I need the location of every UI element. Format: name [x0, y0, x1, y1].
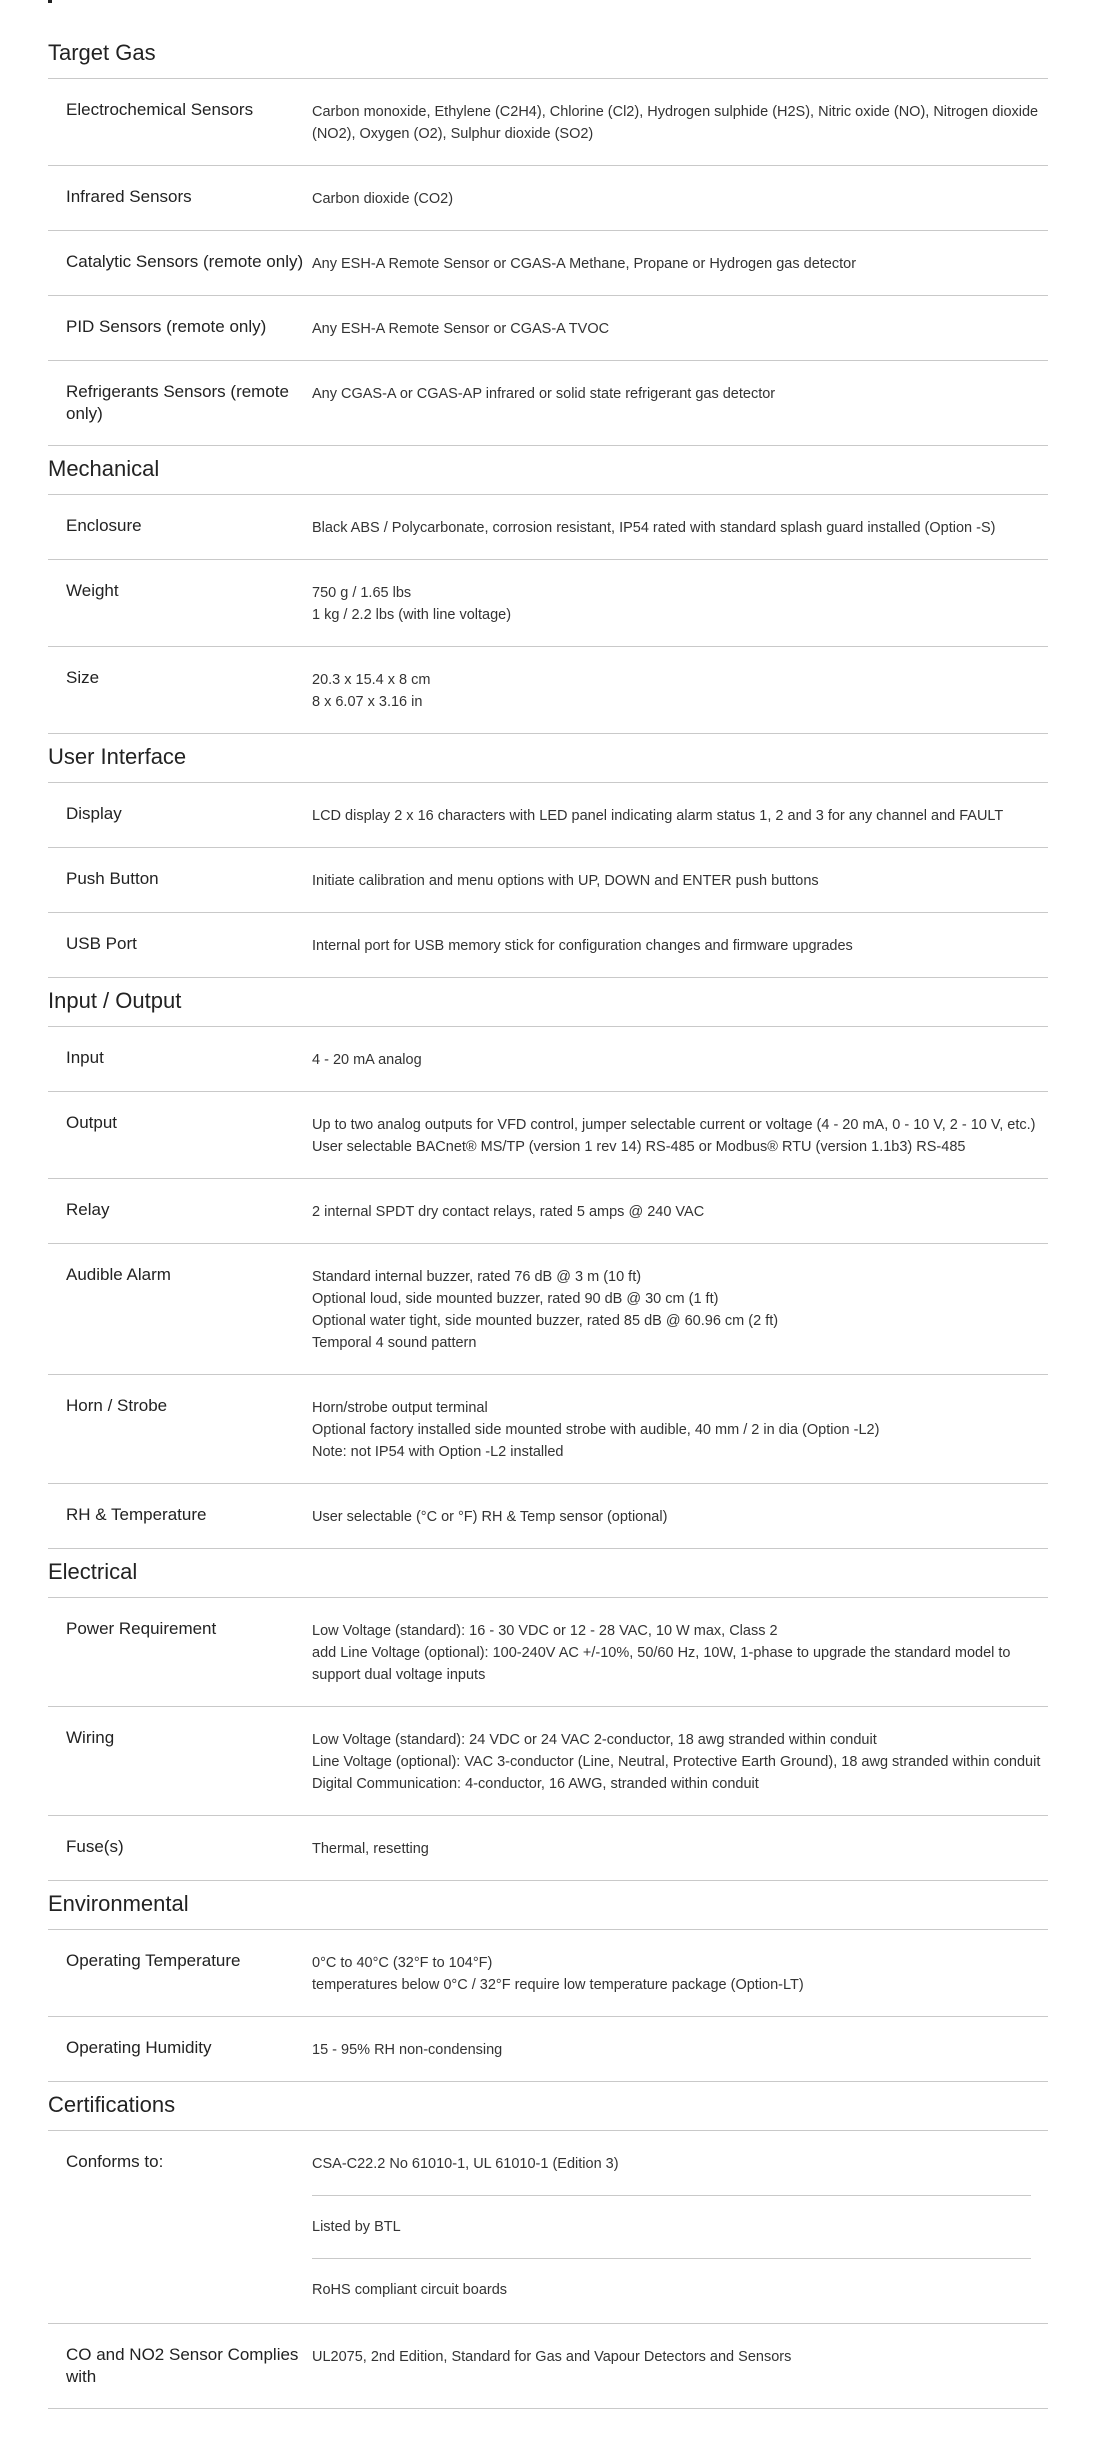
- spec-value-line: temperatures below 0°C / 32°F require low temperature package (Option-LT): [312, 1977, 804, 1993]
- spec-value: [312, 783, 1048, 847]
- spec-label: Operating Temperature: [66, 1951, 241, 1970]
- spec-label: Horn / Strobe: [66, 1396, 168, 1415]
- spec-value-line: 0°C to 40°C (32°F to 104°F): [312, 1955, 493, 1971]
- spec-row-operating-humidity: [48, 2017, 1048, 2082]
- spec-label: Weight: [66, 581, 119, 600]
- spec-value-line: Any ESH-A Remote Sensor or CGAS-A Methane, Propane or Hydrogen gas detector: [312, 256, 857, 272]
- spec-value: [312, 1816, 1048, 1880]
- spec-label: Output: [66, 1113, 118, 1132]
- spec-value-line: User selectable (°C or °F) RH & Temp sensor (optional): [312, 1509, 668, 1525]
- spec-value-line: Standard internal buzzer, rated 76 dB @ 3 m (10 ft): [312, 1269, 642, 1285]
- spec-value: [312, 2324, 1048, 2408]
- spec-value-line: Carbon dioxide (CO2): [312, 191, 454, 207]
- spec-label: Refrigerants Sensors (remote only): [66, 382, 289, 423]
- spec-value-line: 20.3 x 15.4 x 8 cm: [312, 672, 431, 688]
- spec-value: [312, 1027, 1048, 1091]
- section-input-output: [48, 978, 1048, 1549]
- spec-value-line: 750 g / 1.65 lbs: [312, 585, 412, 601]
- spec-value-line: Up to two analog outputs for VFD control, jumper selectable current or voltage (4 - 20 mA, 0 - 10 V, 2 - 10 V, etc.): [312, 1117, 1036, 1133]
- spec-value-item: Listed by BTL: [312, 2195, 1031, 2258]
- spec-value-line: Any ESH-A Remote Sensor or CGAS-A TVOC: [312, 321, 610, 337]
- spec-value-line: 8 x 6.07 x 3.16 in: [312, 694, 423, 710]
- spec-value: [312, 1375, 1048, 1483]
- spec-label: Infrared Sensors: [66, 187, 192, 206]
- spec-value: [312, 1092, 1048, 1178]
- spec-row-conforms-to: [48, 2131, 1048, 2324]
- spec-value-line: LCD display 2 x 16 characters with LED panel indicating alarm status 1, 2 and 3 for any channel and FAULT: [312, 808, 1004, 824]
- spec-value: [312, 1179, 1048, 1243]
- spec-label: Operating Humidity: [66, 2038, 212, 2057]
- spec-label: RH & Temperature: [66, 1505, 207, 1524]
- spec-value: [312, 2017, 1048, 2081]
- spec-value-line: Digital Communication: 4-conductor, 16 AWG, stranded within conduit: [312, 1776, 759, 1792]
- spec-value: [312, 560, 1048, 646]
- section-title: Target Gas: [48, 0, 1048, 79]
- spec-row-catalytic-sensors-remote-only: [48, 231, 1048, 296]
- spec-label: Catalytic Sensors (remote only): [66, 252, 304, 271]
- spec-row-pid-sensors-remote-only: [48, 296, 1048, 361]
- spec-value: [312, 495, 1048, 559]
- spec-label: Push Button: [66, 869, 159, 888]
- spec-value-line: 15 - 95% RH non-condensing: [312, 2042, 503, 2058]
- spec-value-line: Low Voltage (standard): 24 VDC or 24 VAC 2-conductor, 18 awg stranded within conduit: [312, 1732, 877, 1748]
- section-title: User Interface: [48, 734, 1048, 783]
- spec-label: Fuse(s): [66, 1837, 124, 1856]
- spec-value-item: RoHS compliant circuit boards: [312, 2258, 1031, 2301]
- spec-row-refrigerants-sensors-remote-only: [48, 361, 1048, 446]
- spec-value-line: Temporal 4 sound pattern: [312, 1335, 477, 1351]
- section-electrical: [48, 1549, 1048, 1881]
- spec-row-usb-port: [48, 913, 1048, 978]
- spec-label: Size: [66, 668, 100, 687]
- spec-value: [312, 1930, 1048, 2016]
- spec-row-size: [48, 647, 1048, 734]
- section-title: Electrical: [48, 1549, 1048, 1598]
- spec-value-line: Low Voltage (standard): 16 - 30 VDC or 12 - 28 VAC, 10 W max, Class 2: [312, 1623, 778, 1639]
- spec-row-relay: [48, 1179, 1048, 1244]
- spec-row-weight: [48, 560, 1048, 647]
- spec-value: [312, 913, 1048, 977]
- spec-value-line: Internal port for USB memory stick for configuration changes and firmware upgrades: [312, 938, 853, 954]
- section-title: Certifications: [48, 2082, 1048, 2131]
- spec-label: Audible Alarm: [66, 1265, 171, 1284]
- section-title: Environmental: [48, 1881, 1048, 1930]
- spec-value: [312, 361, 1048, 445]
- spec-value: [312, 848, 1048, 912]
- spec-value-line: Thermal, resetting: [312, 1841, 429, 1857]
- spec-row-output: [48, 1092, 1048, 1179]
- spec-row-power-requirement: [48, 1598, 1048, 1707]
- spec-value: [312, 1244, 1048, 1374]
- spec-label: CO and NO2 Sensor Complies with: [66, 2345, 299, 2386]
- spec-row-rh-temperature: [48, 1484, 1048, 1549]
- spec-value: [312, 231, 1048, 295]
- section-title: Mechanical: [48, 446, 1048, 495]
- section-certifications: [48, 2082, 1048, 2409]
- section-user-interface: [48, 734, 1048, 978]
- spec-value-line: 1 kg / 2.2 lbs (with line voltage): [312, 607, 512, 623]
- spec-label: Conforms to:: [66, 2152, 164, 2171]
- spec-value: [312, 79, 1048, 165]
- spec-value-line: Any CGAS-A or CGAS-AP infrared or solid state refrigerant gas detector: [312, 386, 776, 402]
- spec-value-line: add Line Voltage (optional): 100-240V AC +/-10%, 50/60 Hz, 10W, 1-phase to upgrade the standard model to support dual voltage inputs: [312, 1645, 1011, 1683]
- spec-row-audible-alarm: [48, 1244, 1048, 1375]
- spec-label: Power Requirement: [66, 1619, 217, 1638]
- spec-value-line: Carbon monoxide, Ethylene (C2H4), Chlorine (Cl2), Hydrogen sulphide (H2S), Nitric oxide (NO), Nitrogen dioxide (NO2), Oxygen (O2), Sulphur dioxide (SO2): [312, 104, 1039, 142]
- section-mechanical: [48, 446, 1048, 734]
- spec-value-line: 4 - 20 mA analog: [312, 1052, 422, 1068]
- spec-label: Relay: [66, 1200, 110, 1219]
- section-environmental: [48, 1881, 1048, 2082]
- spec-value-line: Note: not IP54 with Option -L2 installed: [312, 1444, 564, 1460]
- spec-value-line: Optional water tight, side mounted buzzer, rated 85 dB @ 60.96 cm (2 ft): [312, 1313, 779, 1329]
- spec-label: USB Port: [66, 934, 137, 953]
- spec-row-infrared-sensors: [48, 166, 1048, 231]
- spec-label: Enclosure: [66, 516, 142, 535]
- spec-label: Input: [66, 1048, 104, 1067]
- spec-value: [312, 1598, 1048, 1706]
- spec-value: [312, 166, 1048, 230]
- spec-label: Display: [66, 804, 122, 823]
- spec-value-line: User selectable BACnet® MS/TP (version 1 rev 14) RS-485 or Modbus® RTU (version 1.1b3) RS-485: [312, 1139, 966, 1155]
- spec-value: [312, 2131, 1048, 2323]
- spec-row-horn-strobe: [48, 1375, 1048, 1484]
- spec-value: [312, 1484, 1048, 1548]
- section-target-gas: [48, 0, 1048, 446]
- spec-value: [312, 647, 1048, 733]
- spec-value-line: UL2075, 2nd Edition, Standard for Gas and Vapour Detectors and Sensors: [312, 2349, 792, 2365]
- spec-row-enclosure: [48, 495, 1048, 560]
- spec-value-line: Line Voltage (optional): VAC 3-conductor (Line, Neutral, Protective Earth Ground), 18 awg stranded within conduit: [312, 1754, 1041, 1770]
- spec-value-line: Black ABS / Polycarbonate, corrosion resistant, IP54 rated with standard splash guard installed (Option -S): [312, 520, 996, 536]
- spec-row-display: [48, 783, 1048, 848]
- spec-label: PID Sensors (remote only): [66, 317, 267, 336]
- spec-value-line: 2 internal SPDT dry contact relays, rated 5 amps @ 240 VAC: [312, 1204, 705, 1220]
- spec-row-operating-temperature: [48, 1930, 1048, 2017]
- spec-sheet: [48, 0, 1048, 2409]
- spec-row-fuse-s: [48, 1816, 1048, 1881]
- spec-row-wiring: [48, 1707, 1048, 1816]
- spec-row-co-and-no2-sensor-complies-with: [48, 2324, 1048, 2409]
- spec-value: [312, 1707, 1048, 1815]
- spec-value-line: Optional factory installed side mounted strobe with audible, 40 mm / 2 in dia (Option -L2): [312, 1422, 880, 1438]
- spec-row-input: [48, 1027, 1048, 1092]
- spec-value-line: Optional loud, side mounted buzzer, rated 90 dB @ 30 cm (1 ft): [312, 1291, 719, 1307]
- section-title: Input / Output: [48, 978, 1048, 1027]
- spec-row-electrochemical-sensors: [48, 79, 1048, 166]
- spec-label: Wiring: [66, 1728, 115, 1747]
- spec-value: [312, 296, 1048, 360]
- spec-value-item: CSA-C22.2 No 61010-1, UL 61010-1 (Edition 3): [312, 2156, 619, 2172]
- spec-row-push-button: [48, 848, 1048, 913]
- spec-value-line: Initiate calibration and menu options with UP, DOWN and ENTER push buttons: [312, 873, 819, 889]
- spec-label: Electrochemical Sensors: [66, 100, 254, 119]
- spec-value-line: Horn/strobe output terminal: [312, 1400, 488, 1416]
